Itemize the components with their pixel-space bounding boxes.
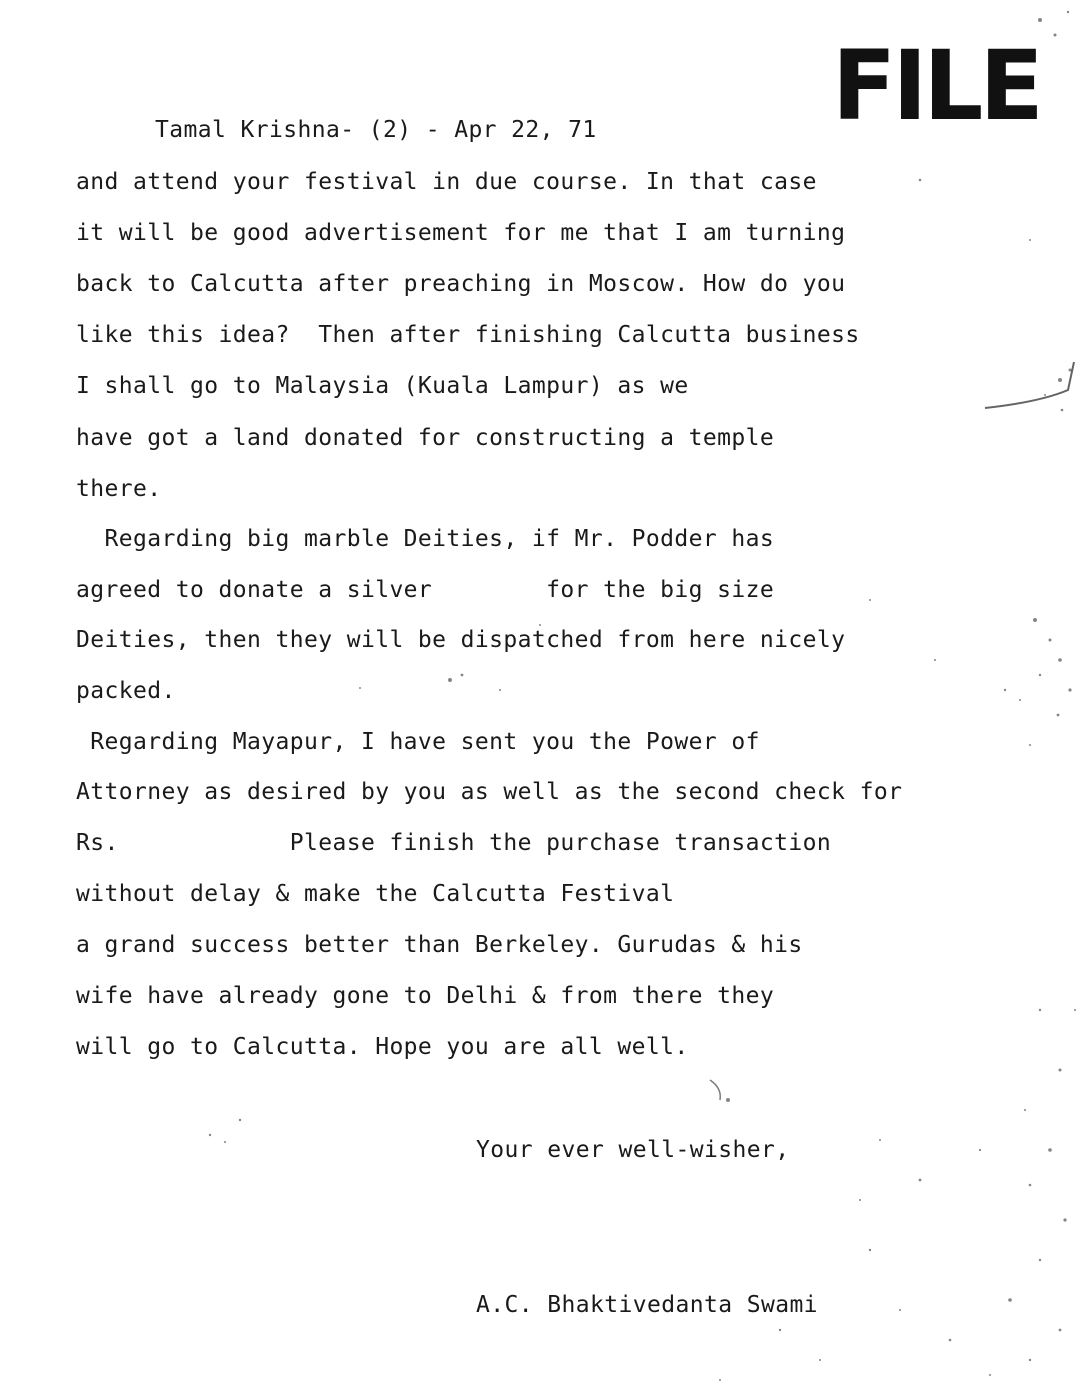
body-line: packed. bbox=[76, 678, 176, 704]
body-line: Deities, then they will be dispatched from here nicely bbox=[76, 627, 846, 653]
body-line: wife have already gone to Delhi & from there they bbox=[76, 983, 775, 1009]
letter-header: Tamal Krishna- (2) - Apr 22, 71 bbox=[155, 117, 597, 143]
body-line: Regarding Mayapur, I have sent you the Power of bbox=[76, 729, 760, 755]
body-line: back to Calcutta after preaching in Moscow. How do you bbox=[76, 271, 846, 297]
body-line: Regarding big marble Deities, if Mr. Podder has bbox=[76, 526, 775, 552]
body-line: it will be good advertisement for me that I am turning bbox=[76, 220, 846, 246]
letter-signature: A.C. Bhaktivedanta Swami bbox=[476, 1292, 818, 1318]
body-line: have got a land donated for constructing a temple bbox=[76, 425, 775, 451]
body-line: and attend your festival in due course. In that case bbox=[76, 169, 817, 195]
body-line: agreed to donate a silver for the big size bbox=[76, 577, 775, 603]
body-line: I shall go to Malaysia (Kuala Lampur) as we bbox=[76, 373, 689, 399]
body-line: without delay & make the Calcutta Festival bbox=[76, 881, 675, 907]
body-line: will go to Calcutta. Hope you are all well. bbox=[76, 1034, 689, 1060]
body-line: a grand success better than Berkeley. Gurudas & his bbox=[76, 932, 803, 958]
body-line: like this idea? Then after finishing Calcutta business bbox=[76, 322, 860, 348]
body-line: Attorney as desired by you as well as the second check for bbox=[76, 779, 903, 805]
file-stamp: FILE bbox=[832, 30, 1040, 142]
letter-closing: Your ever well-wisher, bbox=[476, 1137, 790, 1163]
body-line: there. bbox=[76, 476, 162, 502]
body-line: Rs. Please finish the purchase transaction bbox=[76, 830, 832, 856]
